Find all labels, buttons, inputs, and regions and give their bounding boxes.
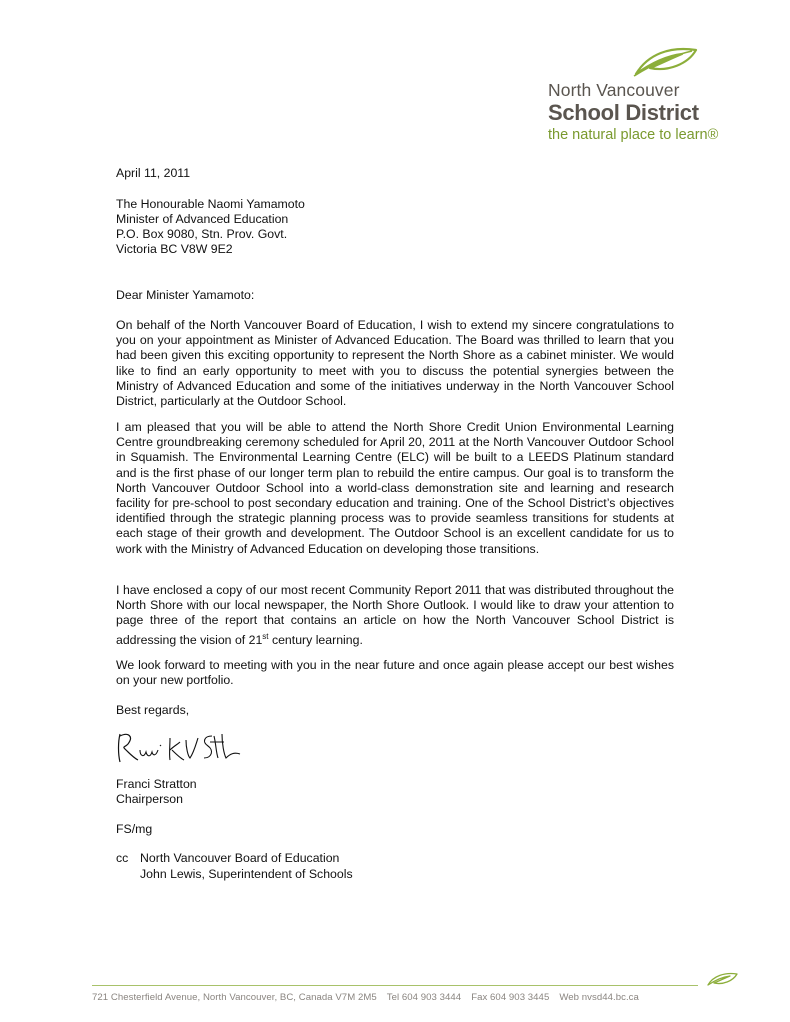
leaf-icon bbox=[630, 44, 700, 78]
signatory-title: Chairperson bbox=[116, 792, 183, 806]
closing: Best regards, bbox=[116, 703, 190, 717]
footer-address: 721 Chesterfield Avenue, North Vancouver, BC, Canada V7M 2M5 bbox=[92, 992, 377, 1003]
typist-initials: FS/mg bbox=[116, 822, 153, 836]
paragraph-3-superscript: st bbox=[262, 631, 269, 641]
logo-line-north-vancouver: North Vancouver bbox=[548, 80, 680, 100]
footer-web: Web nvsd44.bc.ca bbox=[559, 992, 639, 1003]
signatory-name: Franci Stratton bbox=[116, 777, 197, 791]
paragraph-4: We look forward to meeting with you in the near future and once again please accept our best wishes on your new portfolio. bbox=[116, 658, 674, 688]
footer-fax: Fax 604 903 3445 bbox=[471, 992, 550, 1003]
cc-item: North Vancouver Board of Education bbox=[140, 851, 340, 865]
logo-line-school-district: School District bbox=[548, 100, 699, 125]
recipient-title: Minister of Advanced Education bbox=[116, 212, 289, 226]
handwritten-signature bbox=[114, 728, 244, 768]
recipient-name: The Honourable Naomi Yamamoto bbox=[116, 197, 305, 211]
recipient-address-line2: Victoria BC V8W 9E2 bbox=[116, 242, 233, 256]
district-logo bbox=[548, 44, 738, 144]
footer-divider bbox=[92, 985, 698, 986]
cc-item: John Lewis, Superintendent of Schools bbox=[140, 867, 353, 881]
footer-tel: Tel 604 903 3444 bbox=[386, 992, 462, 1003]
paragraph-3 bbox=[116, 583, 674, 648]
letter-date: April 11, 2011 bbox=[116, 166, 191, 180]
recipient-address-line1: P.O. Box 9080, Stn. Prov. Govt. bbox=[116, 227, 288, 241]
footer-leaf-icon bbox=[705, 970, 739, 988]
logo-tagline: the natural place to learn® bbox=[548, 127, 719, 143]
paragraph-3-ending: century learning. bbox=[268, 632, 363, 647]
paragraph-3-text: I have enclosed a copy of our most recent Community Report 2011 that was distributed throughout the North Shore with our local newspaper, the North Shore Outlook. I would like to draw your attention to page three of the report that contains an article on how the North Vancouver School District is addressing the vision of 21 bbox=[116, 583, 674, 647]
paragraph-1: On behalf of the North Vancouver Board of Education, I wish to extend my sincere congratulations to you on your appointment as Minister of Advanced Education. The Board was thrilled to learn that you had been given this exciting opportunity to represent the North Shore as a cabinet minister. We would like to find an early opportunity to meet with you to discuss the potential synergies between the Ministry of Advanced Education and some of the initiatives underway in the North Vancouver School District, particularly at the Outdoor School. bbox=[116, 318, 674, 409]
paragraph-2: I am pleased that you will be able to attend the North Shore Credit Union Environmental Learning Centre groundbreaking ceremony scheduled for April 20, 2011 at the North Vancouver Outdoor School in Squamish. The Environmental Learning Centre (ELC) will be built to a LEEDS Platinum standard and is the first phase of our longer term plan to rebuild the entire campus. Our goal is to transform the North Vancouver Outdoor School into a world-class demonstration site and learning and research facility for pre-school to post secondary education and training. One of the School District’s objectives identified through the strategic planning process was to provide seamless transitions for students at each stage of their growth and development. The Outdoor School is an excellent candidate for us to work with the Ministry of Advanced Education on developing those transitions. bbox=[116, 420, 674, 556]
cc-label: cc bbox=[116, 851, 129, 865]
salutation: Dear Minister Yamamoto: bbox=[116, 288, 255, 302]
footer-contact bbox=[92, 992, 639, 1003]
